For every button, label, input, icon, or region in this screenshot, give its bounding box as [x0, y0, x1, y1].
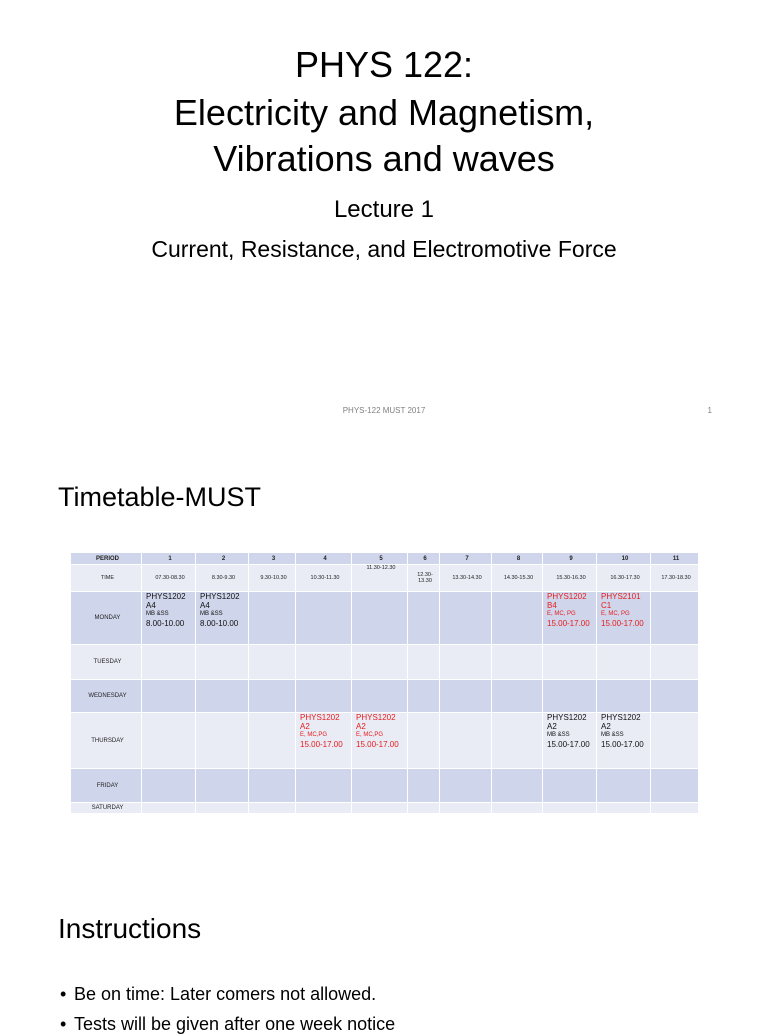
course-code: PHYS1202: [547, 592, 587, 601]
period-cell: 5: [352, 553, 408, 565]
class-cell: [543, 713, 597, 769]
time-cell: 15.30-16.30: [543, 565, 597, 592]
course-code: PHYS1202: [601, 713, 641, 722]
class-cell: [597, 713, 651, 769]
day-label: TUESDAY: [71, 645, 142, 680]
class-time: 15.00-17.00: [547, 619, 590, 628]
period-cell: 4: [296, 553, 352, 565]
lecturers: MB &SS: [200, 611, 223, 617]
class-cell: [296, 713, 352, 769]
time-row: [71, 565, 699, 592]
course-code: PHYS1202: [146, 592, 186, 601]
day-label: THURSDAY: [71, 713, 142, 769]
period-cell: 8: [492, 553, 543, 565]
empty-cell: [408, 592, 440, 645]
lecturers: E, MC, PG: [601, 611, 630, 617]
empty-cell: [492, 592, 543, 645]
day-label: WEDNESDAY: [71, 680, 142, 713]
bullet-symbol: •: [60, 1014, 67, 1034]
instruction-bullet: [60, 1012, 395, 1036]
period-cell: 1: [142, 553, 196, 565]
time-cell: 9.30-10.30: [249, 565, 296, 592]
timetable-table: [70, 552, 699, 814]
course-code-title: PHYS 122:: [294, 44, 474, 85]
time-cell: 14.30-15.30: [492, 565, 543, 592]
time-cell: 07.30-08.30: [142, 565, 196, 592]
room: A2: [547, 722, 557, 731]
class-time: 8.00-10.00: [200, 619, 239, 628]
period-cell: 7: [440, 553, 492, 565]
room: C1: [601, 601, 612, 610]
course-code: PHYS1202: [356, 713, 396, 722]
period-cell: 11: [651, 553, 699, 565]
course-code: PHYS1202: [200, 592, 240, 601]
class-time: 15.00-17.00: [547, 740, 590, 749]
course-code: PHYS1202: [547, 713, 587, 722]
day-row-monday: [71, 592, 699, 645]
time-cell: 16.30-17.30: [597, 565, 651, 592]
day-row-saturday: [71, 803, 699, 814]
class-cell: [597, 592, 651, 645]
time-header: TIME: [71, 565, 142, 592]
period-header: PERIOD: [71, 553, 142, 565]
day-row-wednesday: [71, 680, 699, 713]
room: B4: [547, 601, 557, 610]
course-code: PHYS1202: [300, 713, 340, 722]
period-cell: 9: [543, 553, 597, 565]
time-cell: 17.30-18.30: [651, 565, 699, 592]
class-cell: [352, 713, 408, 769]
room: A2: [300, 722, 310, 731]
lecturers: MB &SS: [601, 732, 624, 738]
lecturers: E, MC,PG: [300, 732, 328, 738]
time-cell: 8.30-9.30: [196, 565, 249, 592]
room: A4: [146, 601, 156, 610]
room: A2: [356, 722, 366, 731]
period-row: [71, 553, 699, 565]
period-cell: 2: [196, 553, 249, 565]
time-cell: 11.30-12.30: [352, 565, 408, 592]
day-label: MONDAY: [71, 592, 142, 645]
period-cell: 3: [249, 553, 296, 565]
day-row-friday: [71, 769, 699, 803]
instruction-text: Tests will be given after one week notice: [74, 1014, 396, 1034]
slide-separator: [0, 434, 768, 445]
class-time: 8.00-10.00: [146, 619, 185, 628]
class-time: 15.00-17.00: [601, 740, 644, 749]
period-cell: 10: [597, 553, 651, 565]
lecture-subtitle: Current, Resistance, and Electromotive Force: [151, 236, 617, 262]
empty-cell: [249, 592, 296, 645]
lecturers: E, MC,PG: [356, 732, 384, 738]
course-title-line-3: Vibrations and waves: [213, 138, 555, 179]
room: A2: [601, 722, 611, 731]
lecturers: MB &SS: [146, 611, 169, 617]
instruction-bullet: [60, 982, 376, 1006]
class-cell: [543, 592, 597, 645]
day-label: SATURDAY: [71, 803, 142, 814]
lecturers: E, MC, PG: [547, 611, 576, 617]
lecturers: MB &SS: [547, 732, 570, 738]
time-cell: 10.30-11.30: [296, 565, 352, 592]
class-cell: [142, 592, 196, 645]
empty-cell: [352, 592, 408, 645]
time-cell: 13.30-14.30: [440, 565, 492, 592]
time-cell: 12.30-13.30: [408, 565, 440, 592]
bullet-symbol: •: [60, 984, 67, 1004]
timetable-heading: Timetable-MUST: [58, 482, 262, 512]
empty-cell: [651, 592, 699, 645]
course-title-line-2: Electricity and Magnetism,: [173, 92, 595, 133]
slide-footer: PHYS-122 MUST 2017: [342, 406, 426, 415]
day-row-thursday: [71, 713, 699, 769]
empty-cell: [296, 592, 352, 645]
title-slide: [0, 0, 768, 434]
day-row-tuesday: [71, 645, 699, 680]
empty-cell: [440, 592, 492, 645]
class-time: 15.00-17.00: [601, 619, 644, 628]
class-time: 15.00-17.00: [356, 740, 399, 749]
class-cell: [196, 592, 249, 645]
period-cell: 6: [408, 553, 440, 565]
room: A4: [200, 601, 210, 610]
class-time: 15.00-17.00: [300, 740, 343, 749]
lecture-number: Lecture 1: [333, 196, 435, 223]
instructions-heading: Instructions: [58, 913, 202, 944]
instruction-text: Be on time: Later comers not allowed.: [74, 984, 377, 1004]
slide-page-number: 1: [707, 406, 712, 415]
course-code: PHYS2101: [601, 592, 641, 601]
day-label: FRIDAY: [71, 769, 142, 803]
